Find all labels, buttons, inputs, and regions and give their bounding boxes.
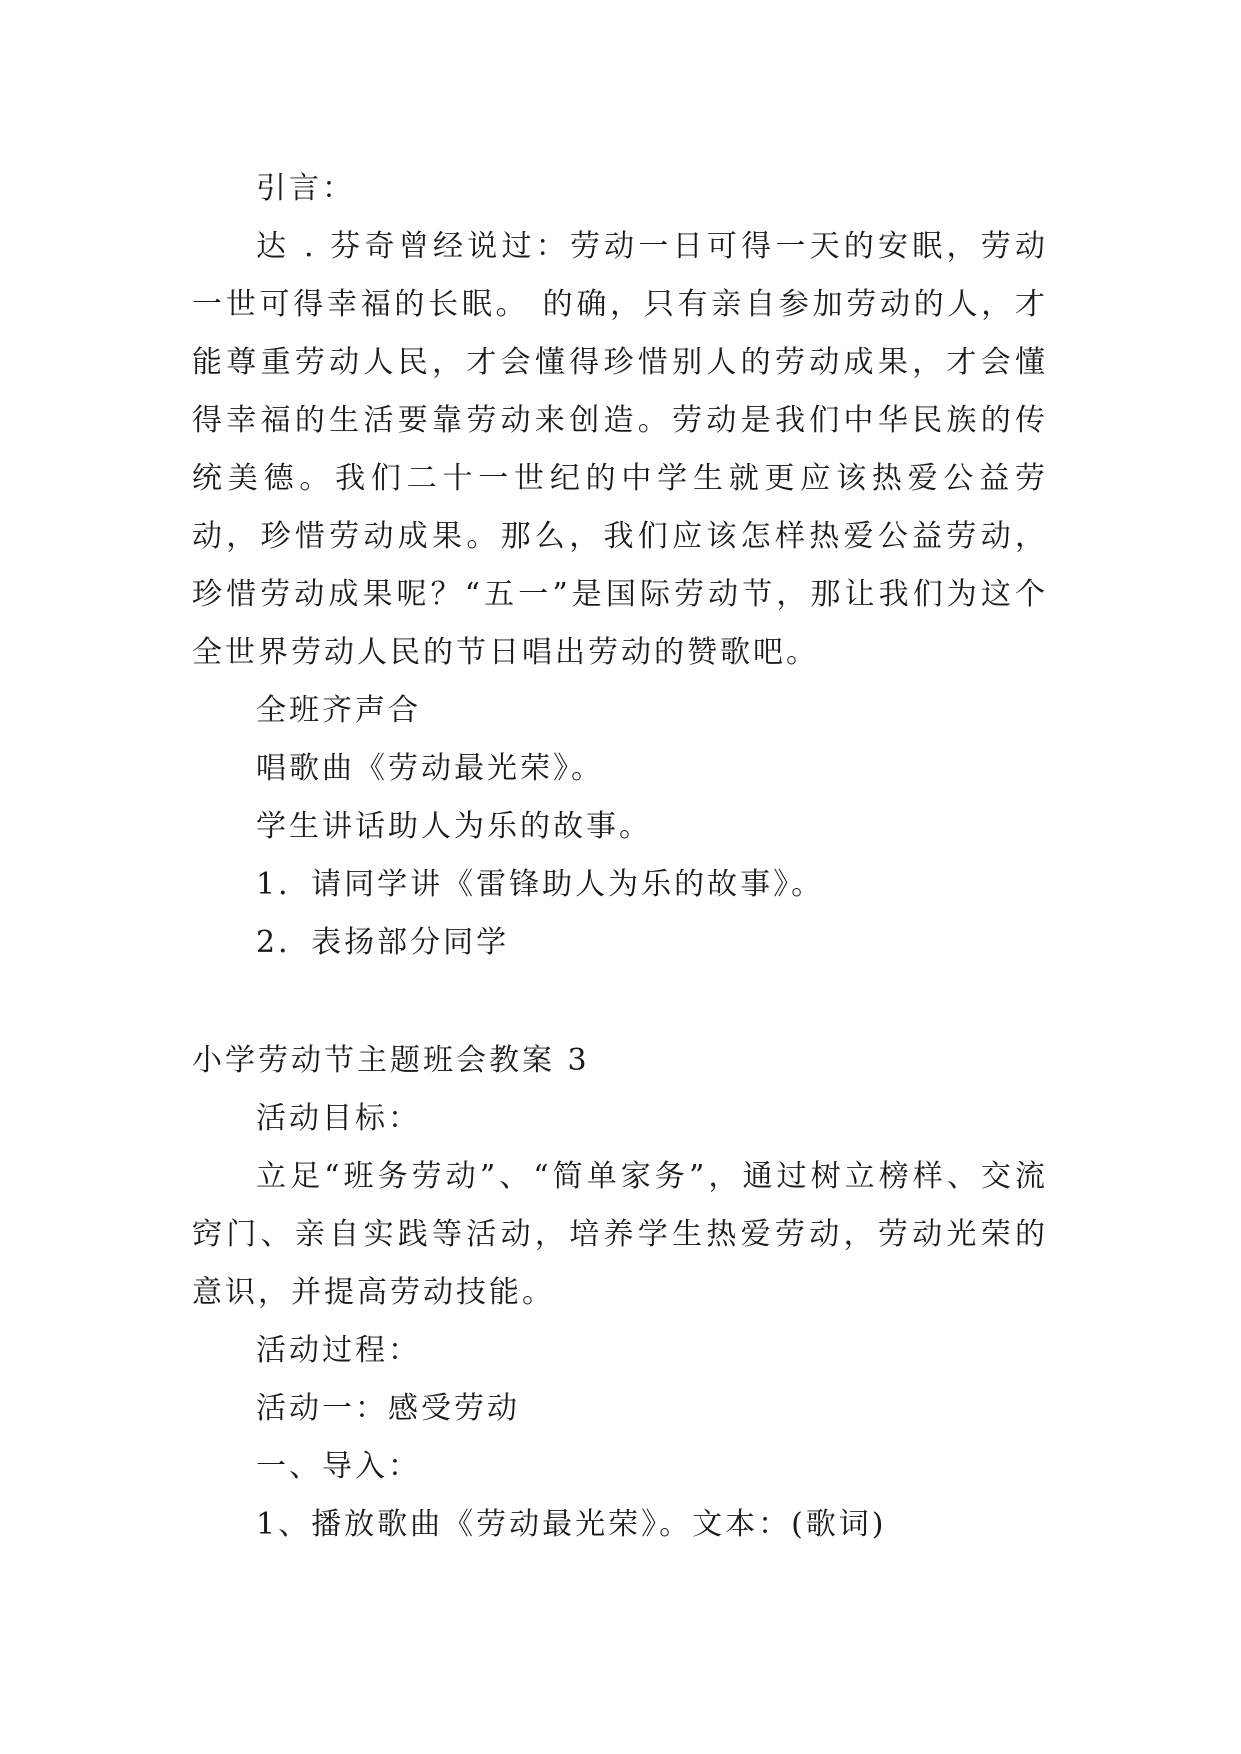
list-item-1: 1．请同学讲《雷锋助人为乐的故事》。	[256, 867, 825, 902]
step-1-line: 1、播放歌曲《劳动最光荣》。文本：(歌词)	[256, 1507, 887, 1542]
section-title: 小学劳动节主题班会教案 3	[192, 1043, 590, 1078]
intro-label: 引言：	[256, 171, 355, 206]
list-item-2: 2．表扬部分同学	[256, 925, 510, 960]
intro-paragraph: 达 . 芬奇曾经说过：劳动一日可得一天的安眠，劳动一世可得幸福的长眠。 的确，只有亲自参加劳动的人，才能尊重劳动人民，才会懂得珍惜别人的劳动成果，才会懂得幸福的生活要靠劳动来创造。劳动是我们中华民族的传统美德。我们二十一世纪的中学生就更应该热爱公益劳动，珍惜劳动成果。那么，我们应该怎样热爱公益劳动，珍惜劳动成果呢？“五一”是国际劳动节，那让我们为这个全世界劳动人民的节日唱出劳动的赞歌吧。	[192, 229, 1048, 670]
chorus-line: 全班齐声合	[256, 693, 421, 728]
lesson-intro-section	[192, 160, 1048, 972]
story-line: 学生讲话助人为乐的故事。	[256, 809, 652, 844]
song-line: 唱歌曲《劳动最光荣》。	[256, 751, 604, 786]
goal-label: 活动目标：	[256, 1101, 421, 1136]
lesson-plan-3-section	[192, 1032, 1048, 1554]
intro-step-heading: 一、导入：	[256, 1449, 421, 1484]
activity-one-heading: 活动一：感受劳动	[256, 1391, 520, 1426]
goal-paragraph: 立足“班务劳动”、“简单家务”，通过树立榜样、交流窍门、亲自实践等活动，培养学生热爱劳动，劳动光荣的意识，并提高劳动技能。	[192, 1159, 1048, 1310]
process-label: 活动过程：	[256, 1333, 421, 1368]
